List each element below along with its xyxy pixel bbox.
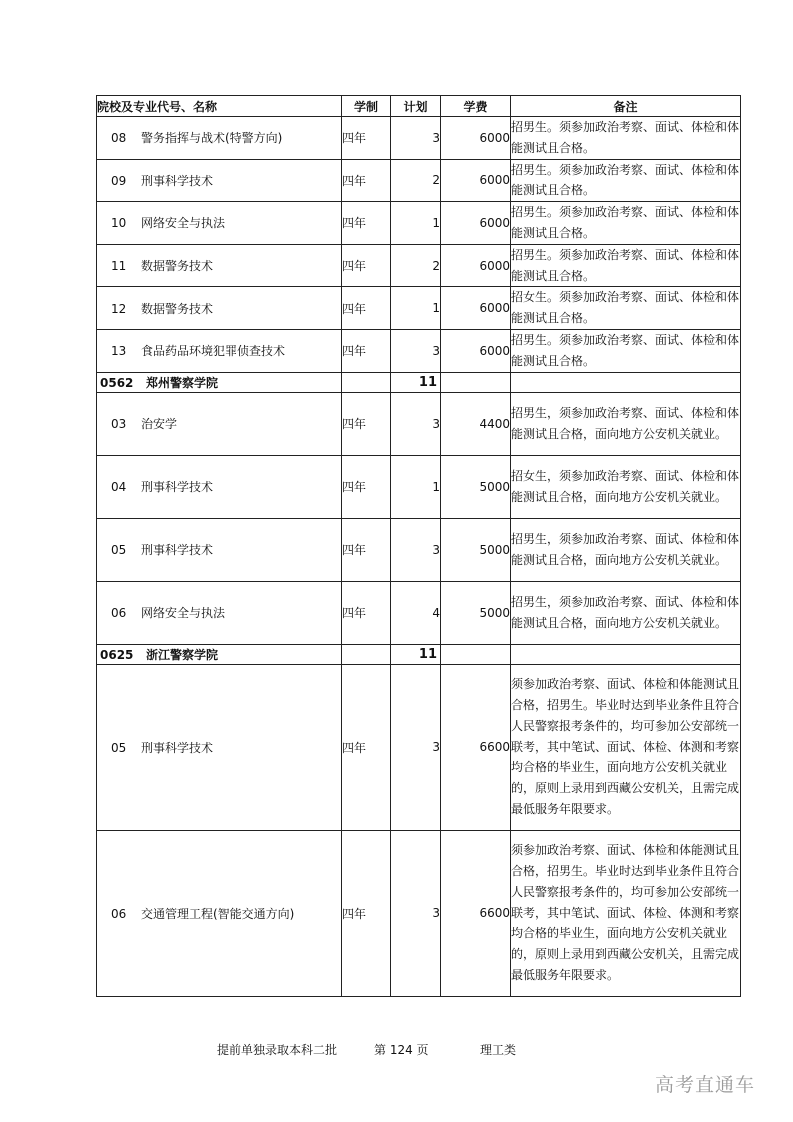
major-code: 08 xyxy=(111,131,127,146)
major-code: 04 xyxy=(111,480,127,495)
table-header-row xyxy=(97,96,741,117)
major-name: 交通管理工程(智能交通方向) xyxy=(141,906,295,921)
fee-cell: 6000 xyxy=(441,329,511,372)
major-name: 刑事科学技术 xyxy=(141,480,214,495)
major-name: 食品药品环境犯罪侦查技术 xyxy=(141,344,286,359)
note-cell: 招男生，须参加政治考察、面试、体检和体能测试且合格，面向地方公安机关就业。 xyxy=(511,518,741,581)
school-total: 11 xyxy=(391,372,441,392)
length-cell: 四年 xyxy=(342,244,391,287)
major-cell xyxy=(97,159,342,202)
length-cell: 四年 xyxy=(342,329,391,372)
major-code: 06 xyxy=(111,906,127,921)
table-row xyxy=(97,830,741,996)
fee-cell: 5000 xyxy=(441,455,511,518)
major-cell xyxy=(97,287,342,330)
major-cell xyxy=(97,664,342,830)
fee-cell: 6000 xyxy=(441,244,511,287)
major-cell xyxy=(97,392,342,455)
table-row xyxy=(97,455,741,518)
table-row xyxy=(97,392,741,455)
plan-cell: 3 xyxy=(391,518,441,581)
note-cell: 招女生。须参加政治考察、面试、体检和体能测试且合格。 xyxy=(511,287,741,330)
note-cell: 招男生，须参加政治考察、面试、体检和体能测试且合格，面向地方公安机关就业。 xyxy=(511,392,741,455)
plan-cell: 1 xyxy=(391,202,441,245)
note-cell: 招男生。须参加政治考察、面试、体检和体能测试且合格。 xyxy=(511,329,741,372)
length-cell: 四年 xyxy=(342,392,391,455)
plan-cell: 1 xyxy=(391,287,441,330)
plan-cell: 1 xyxy=(391,455,441,518)
footer-category: 理工类 xyxy=(480,1043,517,1057)
major-code: 10 xyxy=(111,216,127,231)
table-row xyxy=(97,117,741,160)
major-name: 网络安全与执法 xyxy=(141,216,226,231)
school-row xyxy=(97,372,741,392)
fee-cell: 6000 xyxy=(441,287,511,330)
header-plan: 计划 xyxy=(391,96,441,117)
fee-cell: 5000 xyxy=(441,518,511,581)
major-cell xyxy=(97,581,342,644)
note-cell: 招男生。须参加政治考察、面试、体检和体能测试且合格。 xyxy=(511,159,741,202)
fee-cell: 6600 xyxy=(441,664,511,830)
major-code: 12 xyxy=(111,301,127,316)
school-row xyxy=(97,644,741,664)
major-name: 刑事科学技术 xyxy=(141,543,214,558)
major-cell xyxy=(97,117,342,160)
note-cell: 招男生。须参加政治考察、面试、体检和体能测试且合格。 xyxy=(511,117,741,160)
note-cell: 招男生。须参加政治考察、面试、体检和体能测试且合格。 xyxy=(511,244,741,287)
plan-cell: 3 xyxy=(391,830,441,996)
length-cell: 四年 xyxy=(342,159,391,202)
major-cell xyxy=(97,455,342,518)
fee-cell: 6000 xyxy=(441,117,511,160)
plan-cell: 4 xyxy=(391,581,441,644)
major-code: 06 xyxy=(111,606,127,621)
table-row xyxy=(97,664,741,830)
major-name: 网络安全与执法 xyxy=(141,606,226,621)
length-cell: 四年 xyxy=(342,518,391,581)
length-cell: 四年 xyxy=(342,455,391,518)
note-cell: 招男生。须参加政治考察、面试、体检和体能测试且合格。 xyxy=(511,202,741,245)
plan-cell: 2 xyxy=(391,159,441,202)
table-row xyxy=(97,202,741,245)
major-name: 治安学 xyxy=(141,417,178,432)
plan-cell: 3 xyxy=(391,392,441,455)
footer-batch: 提前单独录取本科二批 xyxy=(217,1043,338,1057)
note-cell: 须参加政治考察、面试、体检和体能测试且合格，招男生。毕业时达到毕业条件且符合人民警察报考条件的，均可参加公安部统一联考，其中笔试、面试、体检、体测和考察均合格的毕业生，面向地方公安机关就业的，原则上录用到西藏公安机关，且需完成最低服务年限要求。 xyxy=(511,830,741,996)
header-fee: 学费 xyxy=(441,96,511,117)
major-code: 05 xyxy=(111,740,127,755)
major-name: 数据警务技术 xyxy=(141,259,214,274)
plan-cell: 3 xyxy=(391,117,441,160)
footer-page-number: 第 124 页 xyxy=(374,1043,429,1057)
table-row xyxy=(97,581,741,644)
plan-cell: 3 xyxy=(391,664,441,830)
plan-cell: 3 xyxy=(391,329,441,372)
major-code: 03 xyxy=(111,417,127,432)
watermark: 高考直通车 xyxy=(655,1074,756,1096)
school-code: 0562 xyxy=(100,375,134,390)
major-code: 11 xyxy=(111,259,127,274)
major-cell xyxy=(97,202,342,245)
fee-cell: 6000 xyxy=(441,202,511,245)
major-cell xyxy=(97,830,342,996)
length-cell: 四年 xyxy=(342,581,391,644)
table-row xyxy=(97,329,741,372)
major-cell xyxy=(97,244,342,287)
fee-cell: 4400 xyxy=(441,392,511,455)
fee-cell: 6000 xyxy=(441,159,511,202)
table-row xyxy=(97,287,741,330)
major-name: 数据警务技术 xyxy=(141,301,214,316)
plan-cell: 2 xyxy=(391,244,441,287)
table-row xyxy=(97,518,741,581)
school-name: 浙江警察学院 xyxy=(145,647,218,662)
header-length: 学制 xyxy=(342,96,391,117)
length-cell: 四年 xyxy=(342,664,391,830)
major-cell xyxy=(97,329,342,372)
length-cell: 四年 xyxy=(342,202,391,245)
major-name: 刑事科学技术 xyxy=(141,173,214,188)
header-note: 备注 xyxy=(511,96,741,117)
major-name: 警务指挥与战术(特警方向) xyxy=(141,131,283,146)
major-cell xyxy=(97,518,342,581)
note-cell: 须参加政治考察、面试、体检和体能测试且合格，招男生。毕业时达到毕业条件且符合人民警察报考条件的，均可参加公安部统一联考，其中笔试、面试、体检、体测和考察均合格的毕业生，面向地方公安机关就业的，原则上录用到西藏公安机关，且需完成最低服务年限要求。 xyxy=(511,664,741,830)
admission-plan-table xyxy=(96,95,741,997)
school-name-cell xyxy=(97,372,342,392)
major-name: 刑事科学技术 xyxy=(141,740,214,755)
table-row xyxy=(97,244,741,287)
length-cell: 四年 xyxy=(342,287,391,330)
fee-cell: 6600 xyxy=(441,830,511,996)
header-name: 院校及专业代号、名称 xyxy=(97,96,342,117)
note-cell: 招男生，须参加政治考察、面试、体检和体能测试且合格，面向地方公安机关就业。 xyxy=(511,581,741,644)
school-name-cell xyxy=(97,644,342,664)
length-cell: 四年 xyxy=(342,830,391,996)
major-code: 09 xyxy=(111,173,127,188)
school-code: 0625 xyxy=(100,647,134,662)
note-cell: 招女生，须参加政治考察、面试、体检和体能测试且合格，面向地方公安机关就业。 xyxy=(511,455,741,518)
major-code: 05 xyxy=(111,543,127,558)
school-total: 11 xyxy=(391,644,441,664)
major-code: 13 xyxy=(111,344,127,359)
fee-cell: 5000 xyxy=(441,581,511,644)
table-row xyxy=(97,159,741,202)
length-cell: 四年 xyxy=(342,117,391,160)
school-name: 郑州警察学院 xyxy=(145,375,218,390)
